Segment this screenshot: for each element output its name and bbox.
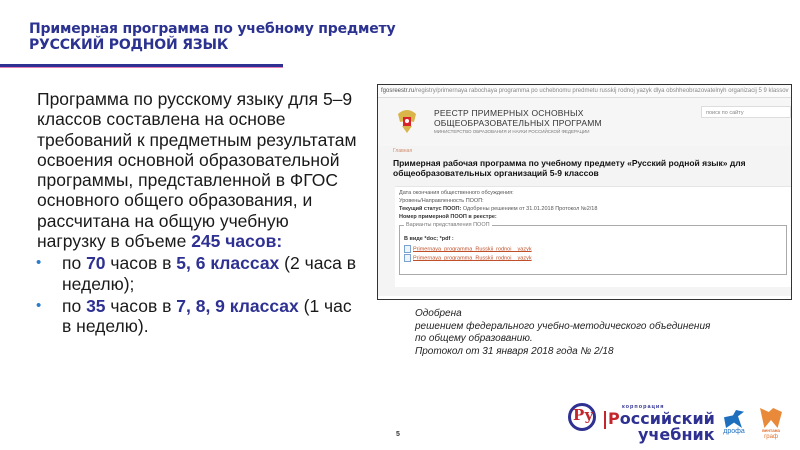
total-hours: 245 часов: (191, 231, 283, 252)
breadcrumb-home[interactable]: Главная (393, 148, 413, 154)
bullet-prefix: по (62, 253, 87, 274)
field-label: Номер примерной ПООП в реестре: (399, 214, 497, 220)
info-field (395, 187, 791, 197)
coat-of-arms-icon (396, 108, 418, 134)
variants-fieldset (399, 222, 787, 275)
field-label: Дата окончания общественного обсуждения: (399, 190, 514, 196)
approval-line: Протокол от 31 января 2018 года № 2/18 (415, 345, 614, 357)
document-title: Примерная рабочая программа по учебному предмету «Русский родной язык» для общеобразовательных организаций 5-9 классов (393, 158, 746, 178)
slide-title-line1: Примерная программа по учебному предмету (29, 21, 396, 37)
vg-label-2: граф (764, 434, 778, 440)
drofa-logo (721, 410, 747, 436)
logo-separator (604, 411, 606, 429)
website-screenshot (377, 84, 792, 300)
bullet-prefix: по (62, 295, 87, 316)
document-icon (404, 254, 411, 262)
approval-note (415, 308, 710, 358)
field-value: Одобрены решением от 31.01.2018 Протокол №2/18 (462, 206, 598, 212)
logo-line1: Российский (608, 409, 715, 428)
info-field (395, 213, 791, 221)
list-item (37, 296, 357, 337)
registry-title-line2: ОБЩЕОБРАЗОВАТЕЛЬНЫХ ПРОГРАММ (434, 118, 602, 128)
approval-line: по общему образованию. (415, 333, 533, 344)
bullet-icon: • (36, 254, 42, 272)
url-domain: fgosreestr.ru (381, 88, 415, 94)
file-name: Primernaya_programma_Russkii_rodnoi__yazyk (413, 255, 532, 262)
site-header (378, 98, 791, 146)
bullet-hours: 70 (86, 253, 106, 274)
drofa-bird-icon (724, 410, 744, 428)
title-underline-accent (0, 67, 283, 68)
file-link[interactable] (404, 245, 532, 253)
approval-line: Одобрена (415, 308, 462, 319)
page-number: 5 (396, 431, 400, 438)
info-field (395, 197, 791, 205)
info-field (395, 205, 791, 213)
logo-corporation: корпорация (622, 404, 665, 410)
site-search-input[interactable]: поиск по сайту (701, 106, 791, 118)
hours-list (37, 253, 357, 336)
formats-label: В виде *doc; *pdf : (404, 236, 454, 242)
url-bar (378, 85, 791, 98)
bullet-grades: 7, 8, 9 классах (176, 295, 299, 316)
file-name: Primernaya_programma_Russkii_rodnoi__yazyk (413, 246, 532, 253)
ru-mark: Ру (573, 406, 594, 424)
document-icon (404, 245, 411, 253)
logo-line2: учебник (638, 425, 715, 444)
variants-legend: Варианты представления ПООП (406, 222, 490, 228)
ventana-graf-logo (756, 408, 786, 440)
slide-title-line2: РУССКИЙ РОДНОЙ ЯЗЫК (29, 37, 229, 53)
ventana-graf-icon (760, 408, 782, 428)
registry-title (434, 108, 602, 128)
bullet-hours: 35 (86, 295, 106, 316)
url-path: /registry/primernaya rabochaya programma po uchebnomu predmetu russkij rodnoj yazyk dlya obshheobrazovatelnyh organizacij 5 9 klassov (414, 88, 789, 94)
document-info (395, 186, 791, 287)
field-label: Уровень/Направленность ПООП: (399, 198, 484, 204)
slide-title (29, 21, 395, 53)
registry-title-line1: РЕЕСТР ПРИМЕРНЫХ ОСНОВНЫХ (434, 108, 584, 118)
bullet-icon: • (36, 296, 42, 314)
intro-text: Программа по русскому языку для 5–9 классов составлена на основе требований к предметным результатам освоения основной образовательной программы, представленной в ФГОС основного общего образования, и рассчитана на общую учебную нагрузку в объеме (37, 89, 357, 252)
file-link[interactable] (404, 254, 532, 262)
vg-label-1: вентана (762, 428, 780, 433)
drofa-label: дрофа (723, 428, 745, 435)
main-text (37, 89, 357, 337)
bullet-mid: часов в (105, 295, 177, 316)
field-label: Текущий статус ПООП: (399, 206, 462, 212)
bullet-mid: часов в (105, 253, 177, 274)
page-body (378, 146, 791, 296)
bullet-grades: 5, 6 классах (176, 253, 280, 274)
ministry-name: МИНИСТЕРСТВО ОБРАЗОВАНИЯ И НАУКИ РОССИЙСКОЙ ФЕДЕРАЦИИ (434, 129, 590, 134)
bullet-suffix: (1 час в неделю). (62, 295, 352, 337)
approval-line: решением федерального учебно-методического объединения (415, 320, 711, 332)
list-item (37, 253, 357, 294)
bullet-suffix: (2 часа в неделю); (62, 253, 357, 294)
